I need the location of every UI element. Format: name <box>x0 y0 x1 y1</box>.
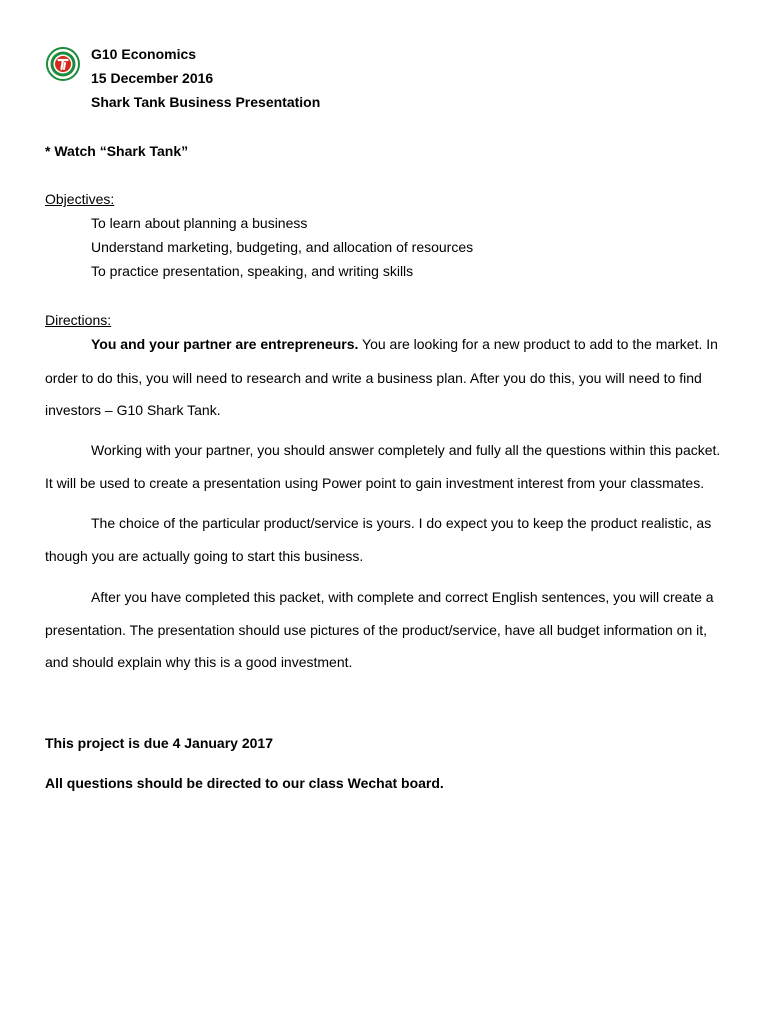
directions-paragraph-1-line: investors – G10 Shark Tank. <box>45 402 221 418</box>
school-logo-icon <box>46 47 80 81</box>
questions-note: All questions should be directed to our class Wechat board. <box>45 775 444 791</box>
directions-paragraph-1-line <box>91 336 718 352</box>
directions-heading: Directions: <box>45 312 112 328</box>
due-date: This project is due 4 January 2017 <box>45 735 273 751</box>
document-date: 15 December 2016 <box>91 70 214 86</box>
directions-paragraph-4-line: After you have completed this packet, with complete and correct English sentences, you will create a <box>91 589 714 605</box>
directions-paragraph-2-line: It will be used to create a presentation using Power point to gain investment interest from your classmates. <box>45 475 705 491</box>
objective-item: Understand marketing, budgeting, and allocation of resources <box>91 239 474 255</box>
document-title: Shark Tank Business Presentation <box>91 94 321 110</box>
directions-paragraph-4-line: presentation. The presentation should use pictures of the product/service, have all budget information on it, <box>45 622 708 638</box>
directions-paragraph-3-line: though you are actually going to start this business. <box>45 548 364 564</box>
directions-paragraph-1-line: order to do this, you will need to research and write a business plan. After you do this, you will need to find <box>45 370 702 386</box>
course-name: G10 Economics <box>91 46 197 62</box>
objective-item: To practice presentation, speaking, and writing skills <box>91 263 414 279</box>
directions-paragraph-3-line: The choice of the particular product/service is yours. I do expect you to keep the product realistic, as <box>91 515 712 531</box>
directions-paragraph-2-line: Working with your partner, you should answer completely and fully all the questions within this packet. <box>91 442 721 458</box>
watch-note: * Watch “Shark Tank” <box>45 143 189 159</box>
objective-item: To learn about planning a business <box>91 215 308 231</box>
directions-paragraph-4-line: and should explain why this is a good investment. <box>45 654 353 670</box>
objectives-heading: Objectives: <box>45 191 115 207</box>
entrepreneurs-lead: You and your partner are entrepreneurs. <box>91 336 359 352</box>
paragraph-text: You are looking for a new product to add to the market. In <box>358 336 718 352</box>
